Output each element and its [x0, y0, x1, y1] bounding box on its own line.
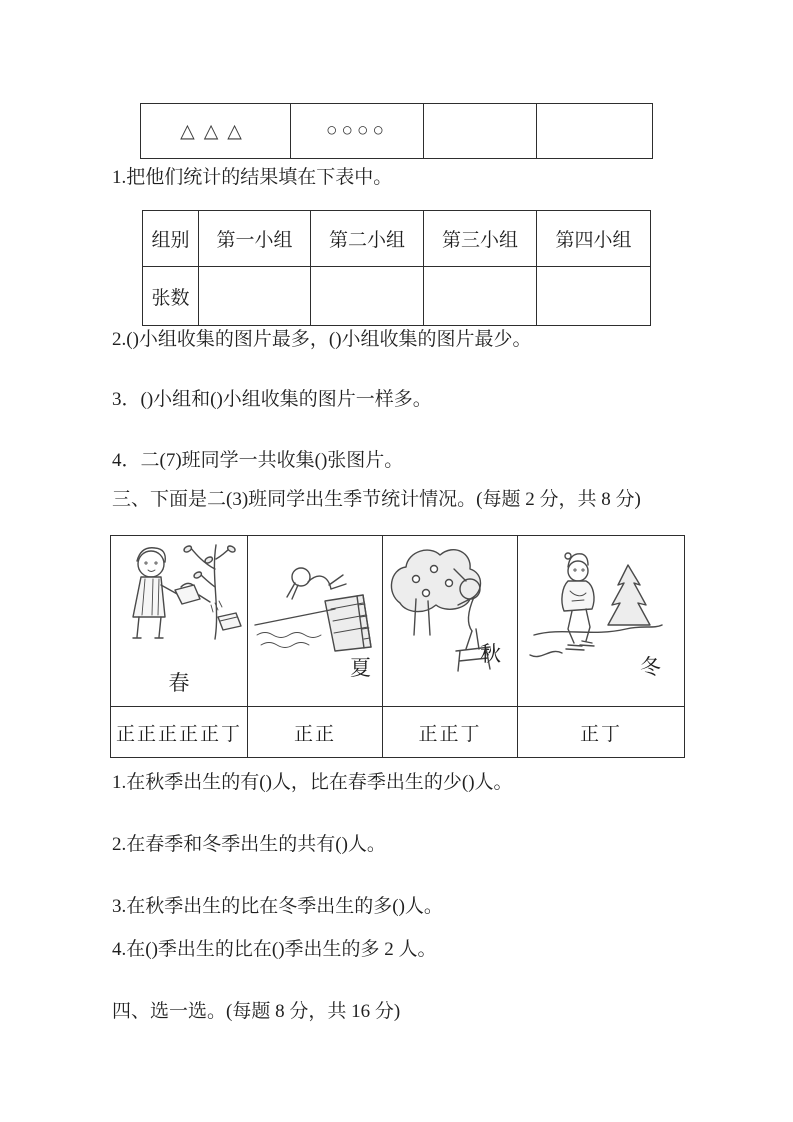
- season-label-summer: 夏: [350, 656, 371, 680]
- pictograph-table: [140, 103, 653, 159]
- section2-question-4: 4．二(7)班同学一共收集()张图片。: [112, 450, 404, 471]
- tally-spring: 正正正正正丁: [111, 707, 248, 758]
- answer-cell-group3: [424, 267, 537, 326]
- result-table-header-group2: 第二小组: [311, 211, 424, 267]
- answer-cell-group2: [311, 267, 424, 326]
- season-cell-winter: [518, 536, 685, 707]
- season-label-spring: 春: [168, 671, 190, 695]
- pictograph-cell-triangles: △△△: [141, 104, 291, 159]
- tally-winter: 正丁: [518, 707, 685, 758]
- result-table-header-group1: 第一小组: [199, 211, 311, 267]
- season-table: [110, 535, 685, 758]
- season-cell-spring: [111, 536, 248, 707]
- pictograph-cell-empty-1: [424, 104, 537, 159]
- section2-question-3: 3．()小组和()小组收集的图片一样多。: [112, 389, 432, 410]
- section2-question-1: 1.把他们统计的结果填在下表中。: [112, 167, 393, 188]
- tally-summer: 正正: [248, 707, 383, 758]
- result-table-row-label: 张数: [143, 267, 199, 326]
- section4-heading: 四、选一选。(每题 8 分，共 16 分): [112, 1001, 401, 1022]
- answer-cell-group1: [199, 267, 311, 326]
- spring-illustration: [115, 539, 243, 679]
- section3-question-2: 2.在春季和冬季出生的共有()人。: [112, 834, 386, 855]
- pictograph-cell-empty-2: [537, 104, 653, 159]
- result-table: [142, 210, 651, 326]
- section3-question-3: 3.在秋季出生的比在冬季出生的多()人。: [112, 896, 443, 917]
- section3-question-1: 1.在秋季出生的有()人，比在春季出生的少()人。: [112, 772, 513, 793]
- season-label-autumn: 秋: [480, 642, 501, 666]
- section3-question-4: 4.在()季出生的比在()季出生的多 2 人。: [112, 939, 437, 960]
- answer-cell-group4: [537, 267, 651, 326]
- season-cell-summer: [248, 536, 383, 707]
- season-label-winter: 冬: [640, 655, 661, 679]
- result-table-header-group3: 第三小组: [424, 211, 537, 267]
- season-cell-autumn: [383, 536, 518, 707]
- result-table-header-group4: 第四小组: [537, 211, 651, 267]
- tally-autumn: 正正丁: [383, 707, 518, 758]
- section3-heading: 三、下面是二(3)班同学出生季节统计情况。(每题 2 分，共 8 分): [112, 489, 641, 510]
- pictograph-cell-circles: ○○○○: [291, 104, 424, 159]
- result-table-corner-label: 组别: [143, 211, 199, 267]
- section2-question-2: 2.()小组收集的图片最多，()小组收集的图片最少。: [112, 329, 532, 350]
